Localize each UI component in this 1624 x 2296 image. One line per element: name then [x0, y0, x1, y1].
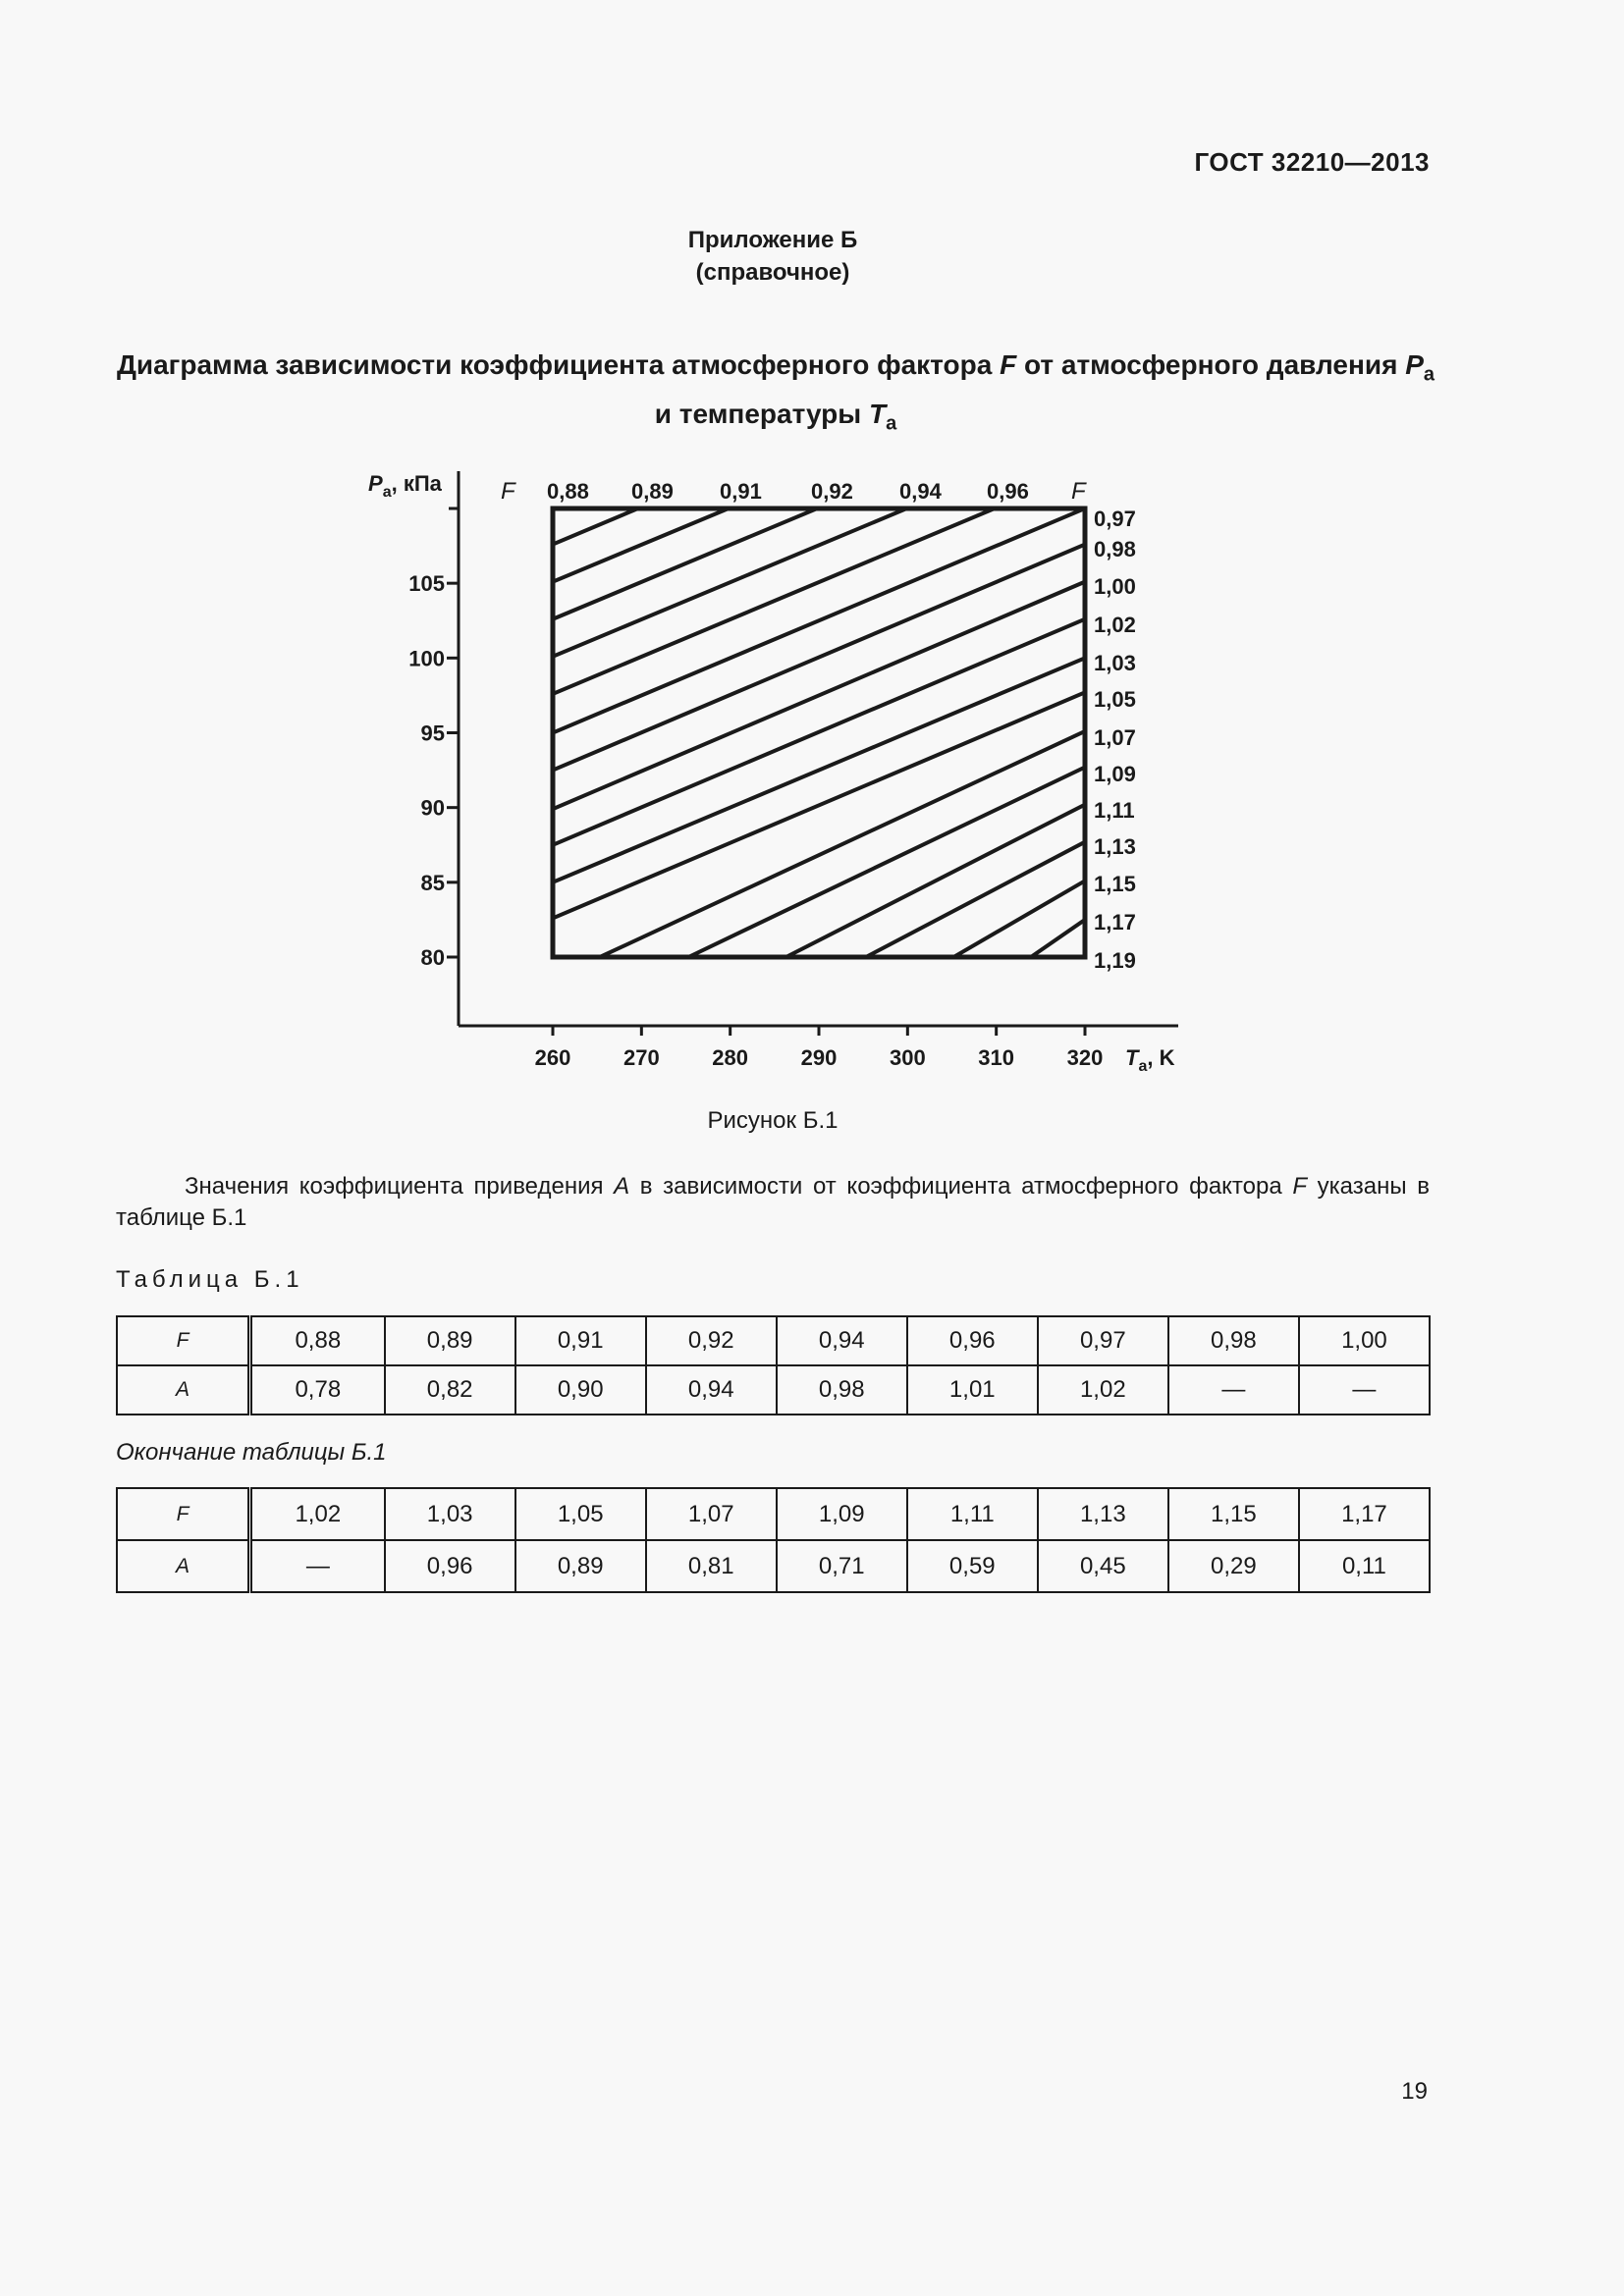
- row-header: F: [117, 1316, 250, 1365]
- isoline: [553, 508, 1085, 733]
- isoline: [553, 508, 906, 657]
- right-isoline-label: 0,97: [1094, 507, 1136, 531]
- table-cell: 1,02: [250, 1488, 385, 1540]
- table-cell: 1,13: [1038, 1488, 1168, 1540]
- document-code: ГОСТ 32210—2013: [1194, 147, 1430, 177]
- table-cell: 0,94: [646, 1365, 777, 1415]
- x-tick-label: 290: [800, 1045, 838, 1070]
- table-cell: 0,88: [250, 1316, 385, 1365]
- table-b1: [116, 1315, 1431, 1415]
- right-isoline-label: 1,02: [1094, 613, 1136, 637]
- title-symbol-f: F: [1000, 349, 1017, 380]
- intro-paragraph: [116, 1171, 1430, 1234]
- y-tick-label: 85: [420, 870, 445, 895]
- y-tick-label: 95: [420, 721, 445, 746]
- y-tick-label: 90: [420, 795, 445, 821]
- table-cell: —: [1168, 1365, 1299, 1415]
- appendix-heading: [0, 224, 1545, 289]
- paragraph-symbol-a: A: [614, 1173, 630, 1200]
- y-tick-label: 105: [408, 571, 445, 597]
- table-cell: 0,98: [1168, 1316, 1299, 1365]
- x-tick-label: 320: [1066, 1045, 1104, 1070]
- isoline: [786, 805, 1085, 957]
- top-isoline-label: 0,91: [720, 479, 762, 504]
- isoline: [553, 508, 638, 545]
- table-cell: 0,96: [385, 1540, 515, 1592]
- top-isoline-label: 0,88: [547, 479, 589, 504]
- table-cell: 0,59: [907, 1540, 1038, 1592]
- title-text-2: от атмосферного давления: [1016, 349, 1406, 380]
- right-isoline-label: 1,17: [1094, 910, 1136, 934]
- table-cell: 1,03: [385, 1488, 515, 1540]
- table-cell: 0,89: [515, 1540, 646, 1592]
- atmospheric-factor-diagram: [353, 461, 1218, 1090]
- table-cell: 1,00: [1299, 1316, 1430, 1365]
- table-cell: 0,78: [250, 1365, 385, 1415]
- x-tick-label: 310: [978, 1045, 1015, 1070]
- f-symbol-left: F: [501, 478, 515, 505]
- appendix-subtitle: (справочное): [695, 259, 850, 286]
- isoline: [553, 545, 1085, 771]
- table-cell: 0,97: [1038, 1316, 1168, 1365]
- x-tick-label: 280: [712, 1045, 749, 1070]
- table-row-f: [117, 1488, 1430, 1540]
- paragraph-text-2: в зависимости от коэффициента атмосферного фактора: [629, 1173, 1293, 1200]
- isoline: [953, 881, 1085, 957]
- right-isoline-label: 1,19: [1094, 948, 1136, 973]
- paragraph-symbol-f: F: [1292, 1173, 1308, 1200]
- right-isoline-label: 1,13: [1094, 834, 1136, 859]
- isoline: [553, 508, 995, 694]
- table-cell: —: [1299, 1365, 1430, 1415]
- isoline: [553, 582, 1085, 810]
- diagram-title: [108, 346, 1443, 443]
- appendix-title: Приложение Б: [687, 227, 858, 253]
- isoline: [688, 768, 1085, 957]
- right-isoline-label: 1,03: [1094, 651, 1136, 675]
- x-tick-label: 260: [534, 1045, 571, 1070]
- right-isoline-label: 1,05: [1094, 687, 1136, 712]
- x-tick-label: 300: [889, 1045, 926, 1070]
- y-axis-label: $P_a$, кПа: [368, 471, 442, 501]
- top-isoline-label: 0,89: [631, 479, 674, 504]
- table-cell: 0,11: [1299, 1540, 1430, 1592]
- table-cell: 1,09: [777, 1488, 907, 1540]
- table-cell: 0,89: [385, 1316, 515, 1365]
- f-symbol-right: F: [1071, 478, 1086, 505]
- table-row-a: [117, 1365, 1430, 1415]
- row-header: A: [117, 1365, 250, 1415]
- table-cell: 0,45: [1038, 1540, 1168, 1592]
- table-cell: —: [250, 1540, 385, 1592]
- x-axis-label: $T_a$, K: [1125, 1045, 1175, 1075]
- table-cell: 0,29: [1168, 1540, 1299, 1592]
- isoline: [1031, 920, 1085, 957]
- title-subscript-a: a: [1423, 363, 1435, 386]
- y-tick-label: 100: [408, 646, 445, 671]
- title-symbol-t: T: [868, 398, 887, 429]
- paragraph-text-3: указаны в таблице Б.1: [116, 1173, 1431, 1231]
- y-tick-label: 80: [420, 945, 445, 970]
- table-cell: 0,96: [907, 1316, 1038, 1365]
- table-cell: 0,98: [777, 1365, 907, 1415]
- top-isoline-label: 0,92: [811, 479, 853, 504]
- table-cell: 1,11: [907, 1488, 1038, 1540]
- right-isoline-label: 1,11: [1094, 798, 1135, 823]
- title-text-3: и температуры: [654, 398, 869, 429]
- table-cell: 0,90: [515, 1365, 646, 1415]
- right-isoline-label: 1,09: [1094, 762, 1136, 786]
- table-cell: 1,07: [646, 1488, 777, 1540]
- isoline: [553, 619, 1085, 845]
- table-cell: 0,91: [515, 1316, 646, 1365]
- right-isoline-label: 1,00: [1094, 574, 1136, 599]
- row-header: F: [117, 1488, 250, 1540]
- table-label: Таблица Б.1: [116, 1266, 304, 1293]
- right-isoline-label: 1,07: [1094, 725, 1136, 750]
- row-header: A: [117, 1540, 250, 1592]
- title-symbol-p: P: [1405, 349, 1424, 380]
- title-subscript-a2: a: [886, 412, 897, 435]
- table-cell: 0,81: [646, 1540, 777, 1592]
- x-tick-label: 270: [623, 1045, 660, 1070]
- table-cell: 0,94: [777, 1316, 907, 1365]
- figure-caption: Рисунок Б.1: [707, 1107, 839, 1134]
- table-row-a: [117, 1540, 1430, 1592]
- paragraph-text-1: Значения коэффициента приведения: [185, 1173, 615, 1200]
- table-cell: 1,01: [907, 1365, 1038, 1415]
- table-cell: 0,82: [385, 1365, 515, 1415]
- table-b1-end: [116, 1487, 1431, 1593]
- right-isoline-label: 1,15: [1094, 872, 1136, 896]
- table-cell: 1,02: [1038, 1365, 1168, 1415]
- table-cell: 0,92: [646, 1316, 777, 1365]
- table-continuation-label: Окончание таблицы Б.1: [116, 1439, 387, 1466]
- top-isoline-label: 0,96: [987, 479, 1029, 504]
- isoline: [553, 508, 729, 582]
- page-number: 19: [1401, 2078, 1428, 2105]
- table-cell: 1,05: [515, 1488, 646, 1540]
- table-cell: 0,71: [777, 1540, 907, 1592]
- title-text-1: Диаграмма зависимости коэффициента атмосферного фактора: [116, 349, 1001, 380]
- top-isoline-label: 0,94: [899, 479, 942, 504]
- right-isoline-label: 0,98: [1094, 537, 1136, 561]
- table-cell: 1,17: [1299, 1488, 1430, 1540]
- table-cell: 1,15: [1168, 1488, 1299, 1540]
- table-row-f: [117, 1316, 1430, 1365]
